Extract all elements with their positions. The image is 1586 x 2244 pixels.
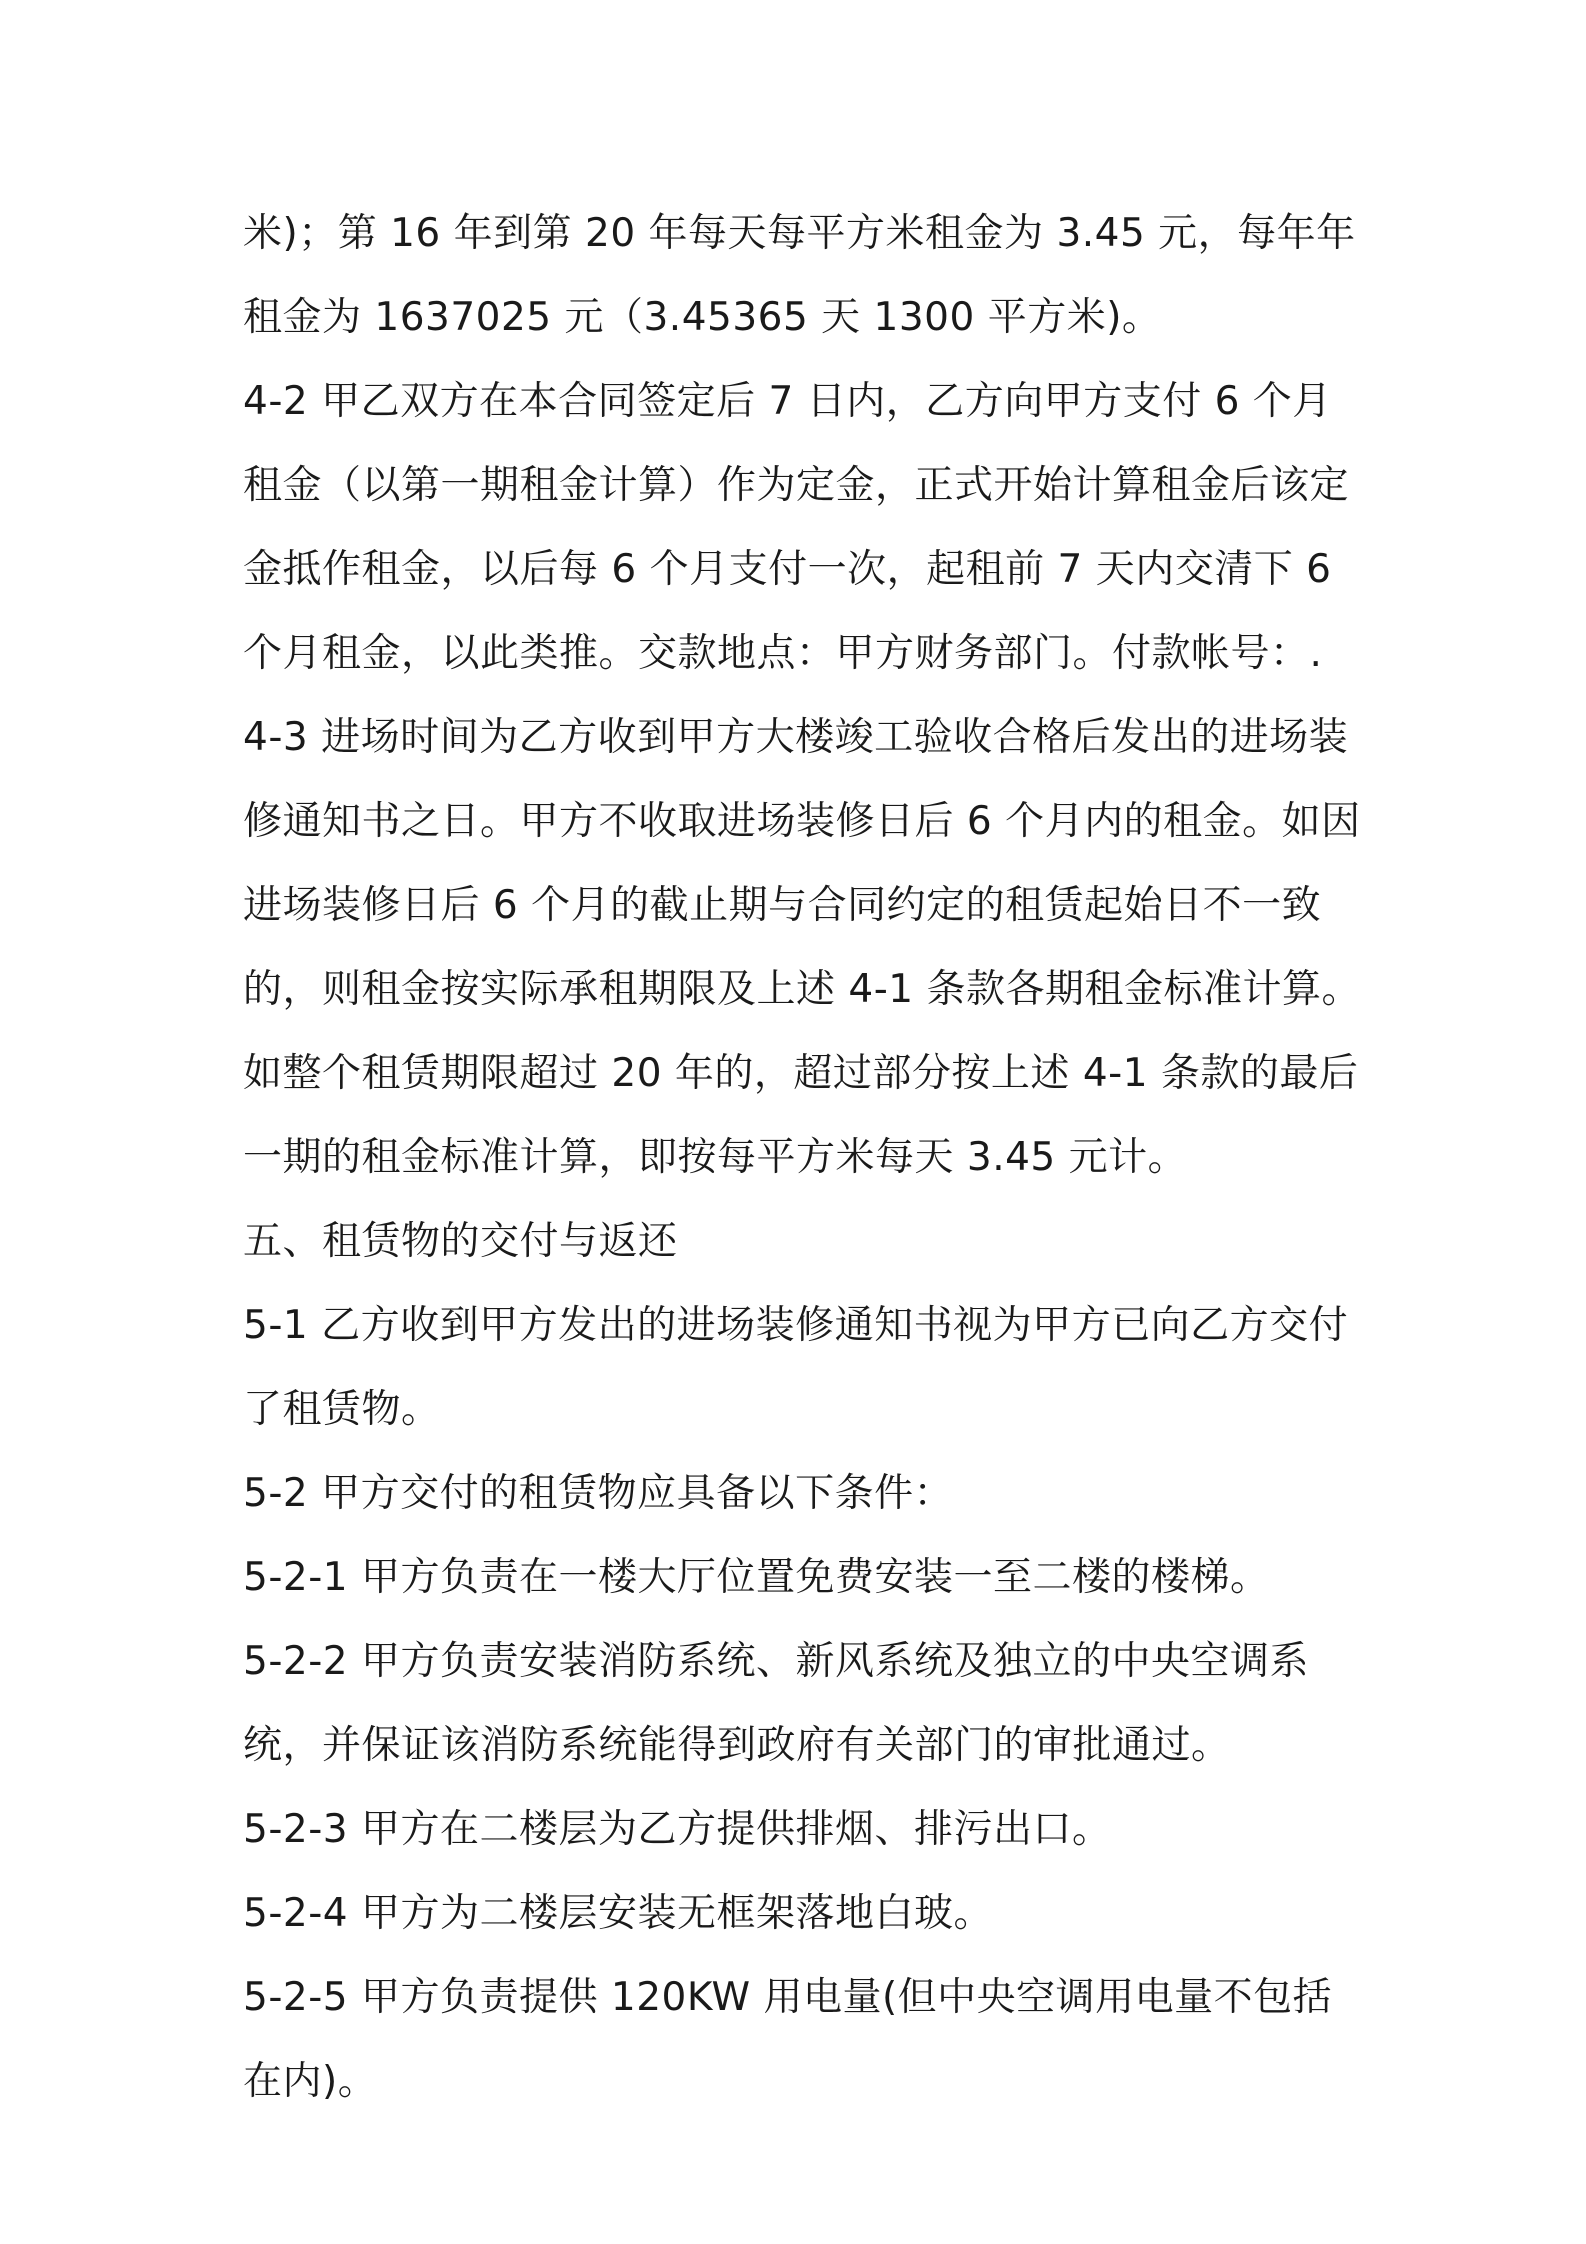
paragraph-4-3-move-in: 4-3 进场时间为乙方收到甲方大楼竣工验收合格后发出的进场装修通知书之日。甲方不收取进场装修日后 6 个月内的租金。如因进场装修日后 6 个月的截止期与合同约定的租赁起始日不一致的，则租金按实际承租期限及上述 4-1 条款各期租金标准计算。如整个租赁期限超过 20 年的，超过部分按上述 4-1 条款的最后一期的租金标准计算，即按每平方米每天 3.45 元计。	[243, 715, 1361, 1180]
paragraph-5-2-3: 5-2-3 甲方在二楼层为乙方提供排烟、排污出口。	[243, 1807, 1112, 1852]
section-heading-5: 五、租赁物的交付与返还	[243, 1219, 678, 1264]
paragraph-5-2-4: 5-2-4 甲方为二楼层安装无框架落地白玻。	[243, 1891, 993, 1936]
paragraph-5-2-5: 5-2-5 甲方负责提供 120KW 用电量(但中央空调用电量不包括在内)。	[243, 1975, 1333, 2104]
paragraph-rent-years-16-20: 米)；第 16 年到第 20 年每天每平方米租金为 3.45 元，每年年租金为 1637025 元（3.45365 天 1300 平方米)。	[243, 211, 1356, 340]
paragraph-5-1: 5-1 乙方收到甲方发出的进场装修通知书视为甲方已向乙方交付了租赁物。	[243, 1303, 1349, 1432]
paragraph-4-2-deposit: 4-2 甲乙双方在本合同签定后 7 日内，乙方向甲方支付 6 个月租金（以第一期租金计算）作为定金，正式开始计算租金后该定金抵作租金，以后每 6 个月支付一次，起租前 7 天内交清下 6 个月租金，以此类推。交款地点：甲方财务部门。付款帐号：.	[243, 379, 1350, 676]
paragraph-5-2-1: 5-2-1 甲方负责在一楼大厅位置免费安装一至二楼的楼梯。	[243, 1555, 1270, 1600]
contract-text-body	[243, 192, 1363, 2124]
paragraph-5-2: 5-2 甲方交付的租赁物应具备以下条件：	[243, 1471, 954, 1516]
paragraph-5-2-2: 5-2-2 甲方负责安装消防系统、新风系统及独立的中央空调系统，并保证该消防系统能得到政府有关部门的审批通过。	[243, 1639, 1309, 1768]
